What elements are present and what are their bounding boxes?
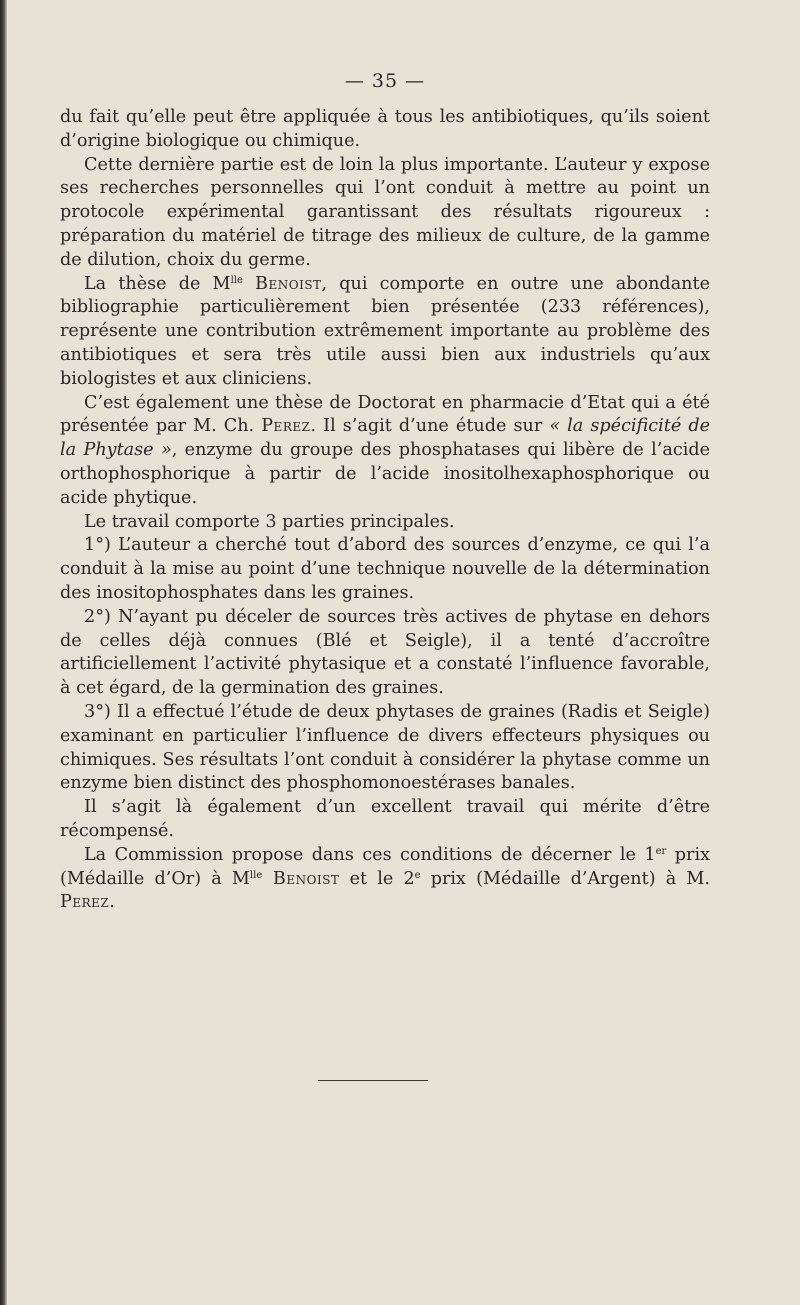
superscript: er xyxy=(655,845,667,857)
paragraph-5: Le travail comporte 3 parties principales. xyxy=(84,511,455,532)
thesis-title: « la spécificité de la Phytase » xyxy=(60,416,711,461)
end-rule xyxy=(318,1080,428,1081)
superscript: e xyxy=(414,869,421,881)
paragraph-1: du fait qu’elle peut être appliquée à tous les antibiotiques, qu’ils soient d’origine biologique ou chimique. xyxy=(60,107,710,151)
text-run: C’est également une thèse de Doctorat en pharmacie d’Etat qui a été présentée par M. Ch. xyxy=(60,392,710,437)
page-number: — 35 — xyxy=(344,70,426,92)
book-spine-edge xyxy=(0,0,7,1305)
text-run: . xyxy=(109,892,115,913)
paragraph-9: Il s’agit là également d’un excellent travail qui mérite d’être récompensé. xyxy=(60,797,710,841)
text-run: prix (Médaille d’Or) à M xyxy=(60,844,710,889)
person-name: Perez xyxy=(60,892,110,913)
text-run: . Il s’agit d’une étude sur xyxy=(310,416,550,437)
text-run: prix (Médaille d’Argent) à M. xyxy=(420,868,711,889)
superscript: lle xyxy=(230,274,243,286)
paragraph-8: 3°) Il a effectué l’étude de deux phytases de graines (Radis et Seigle) examinant en particulier l’influence de divers effecteurs physiques ou chimiques. Ses résultats l’ont conduit à considérer la phytase comme un enzyme bien distinct des phosphomonoestérases banales. xyxy=(60,701,710,794)
person-name: Perez xyxy=(261,416,311,437)
page-body xyxy=(60,70,710,915)
text-run: La Commission propose dans ces conditions de décerner le 1 xyxy=(84,844,656,865)
text-run: , qui comporte en outre une abondante bibliographie particulièrement bien présentée (233 références), représente une contribution extrêmement importante au problème des antibiotiques et sera très utile aussi bien aux industriels qu’aux biologistes et aux cliniciens. xyxy=(60,273,710,389)
person-name: Benoist xyxy=(262,868,340,889)
paragraph-10 xyxy=(60,844,710,915)
text-run: , enzyme du groupe des phosphatases qui libère de l’acide orthophosphorique à partir de l’acide inositolhexaphosphorique ou acide phytique. xyxy=(60,440,710,508)
text-run: La thèse de M xyxy=(84,273,231,294)
paragraph-2: Cette dernière partie est de loin la plus importante. L’auteur y expose ses recherches personnelles qui l’ont conduit à mettre au point un protocole expérimental garantissant des résultats rigoureux : préparation du matériel de titrage des milieux de culture, de la gamme de dilution, choix du germe. xyxy=(60,154,710,270)
superscript: lle xyxy=(249,869,263,881)
text-run: et le 2 xyxy=(339,868,415,889)
paragraph-4 xyxy=(60,392,710,511)
paragraph-3 xyxy=(60,273,710,392)
paragraph-6: 1°) L’auteur a cherché tout d’abord des sources d’enzyme, ce qui l’a conduit à la mise au point d’une technique nouvelle de la détermination des inositophosphates dans les graines. xyxy=(60,535,710,603)
person-name: Benoist xyxy=(255,273,322,294)
paragraph-7: 2°) N’ayant pu déceler de sources très actives de phytase en dehors de celles déjà connues (Blé et Seigle), il a tenté d’accroître artificiellement l’activité phytasique et a constaté l’influence favorable, à cet égard, de la germination des graines. xyxy=(60,606,710,699)
